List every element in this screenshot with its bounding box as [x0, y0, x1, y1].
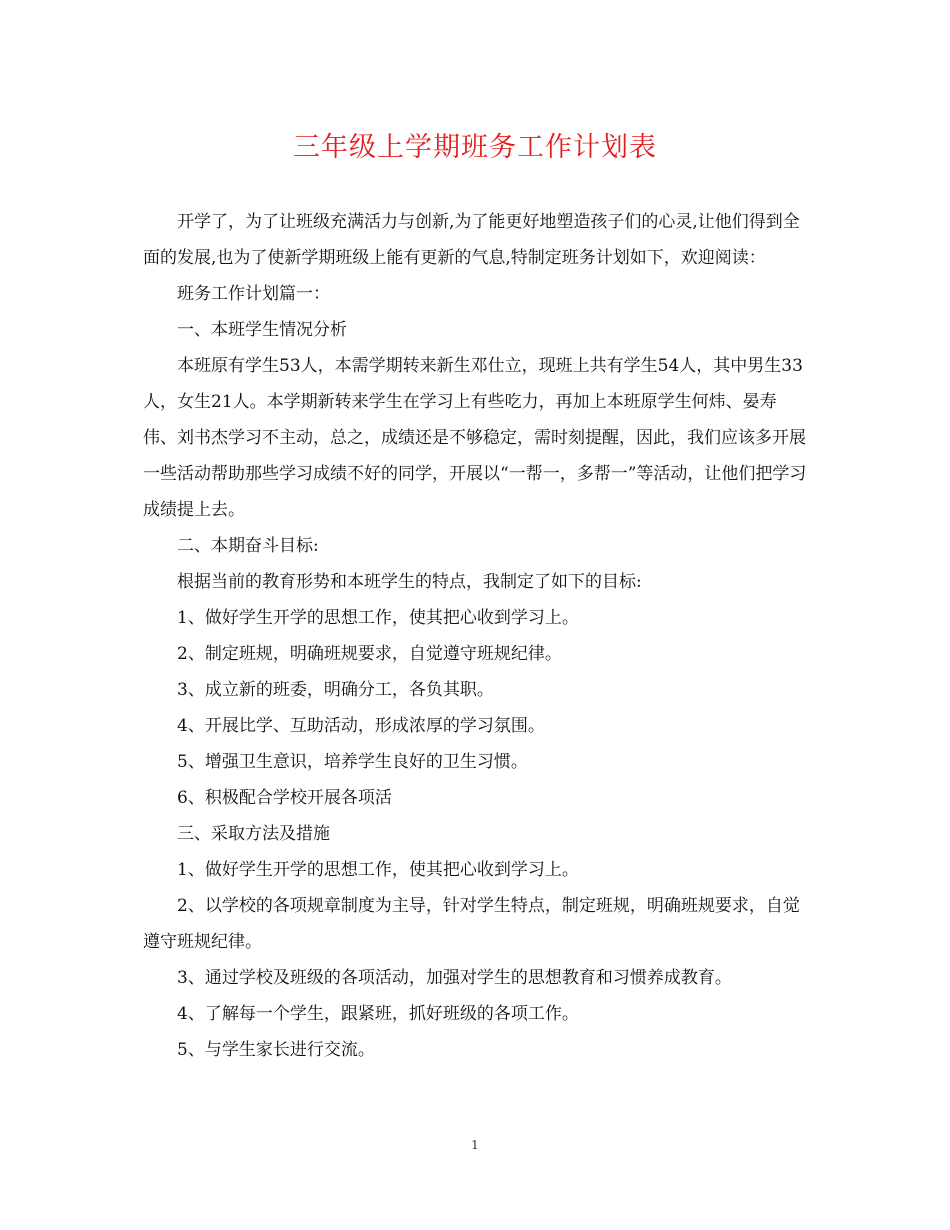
- list-item: 6、积极配合学校开展各项活: [177, 788, 392, 808]
- list-item: 1、做好学生开学的思想工作，使其把心收到学习上。: [177, 860, 579, 880]
- page-number: 1: [471, 1138, 479, 1152]
- list-item: 1、做好学生开学的思想工作，使其把心收到学习上。: [177, 608, 579, 628]
- list-item: 4、开展比学、互助活动，形成浓厚的学习氛围。: [177, 716, 545, 736]
- body-paragraph: 本班原有学生53人，本需学期转来新生邓仕立，现班上共有学生54人，其中男生33人，女生21人。本学期新转来学生在学习上有些吃力，再加上本班原学生何炜、晏寿伟、刘书杰学习不主动，总之，成绩还是不够稳定，需时刻提醒，因此，我们应该多开展一些活动帮助那些学习成绩不好的同学，开展以“一帮一，多帮一”等活动，让他们把学习成绩提上去。: [143, 356, 807, 520]
- section-heading: 一、本班学生情况分析: [177, 320, 347, 340]
- intro-paragraph: 开学了，为了让班级充满活力与创新,为了能更好地塑造孩子们的心灵,让他们得到全面的发展,也为了使新学期班级上能有更新的气息,特制定班务计划如下，欢迎阅读：: [143, 212, 800, 268]
- list-item: 5、增强卫生意识，培养学生良好的卫生习惯。: [177, 752, 528, 772]
- section-heading: 三、采取方法及措施: [177, 824, 330, 844]
- list-item: 5、与学生家长进行交流。: [177, 1040, 375, 1060]
- document-title: 三年级上学期班务工作计划表: [293, 132, 657, 163]
- list-item: 3、通过学校及班级的各项活动，加强对学生的思想教育和习惯养成教育。: [177, 968, 732, 988]
- section-label: 班务工作计划篇一：: [177, 284, 330, 304]
- list-item: 3、成立新的班委，明确分工，各负其职。: [177, 680, 494, 700]
- document-body: [143, 204, 807, 1068]
- list-item: 4、了解每一个学生，跟紧班，抓好班级的各项工作。: [177, 1004, 579, 1024]
- body-paragraph: 根据当前的教育形势和本班学生的特点，我制定了如下的目标:: [177, 572, 642, 592]
- list-item: 2、以学校的各项规章制度为主导，针对学生特点，制定班规，明确班规要求，自觉遵守班规纪律。: [143, 896, 800, 952]
- list-item: 2、制定班规，明确班规要求，自觉遵守班规纪律。: [177, 644, 562, 664]
- section-heading: 二、本期奋斗目标:: [177, 536, 319, 556]
